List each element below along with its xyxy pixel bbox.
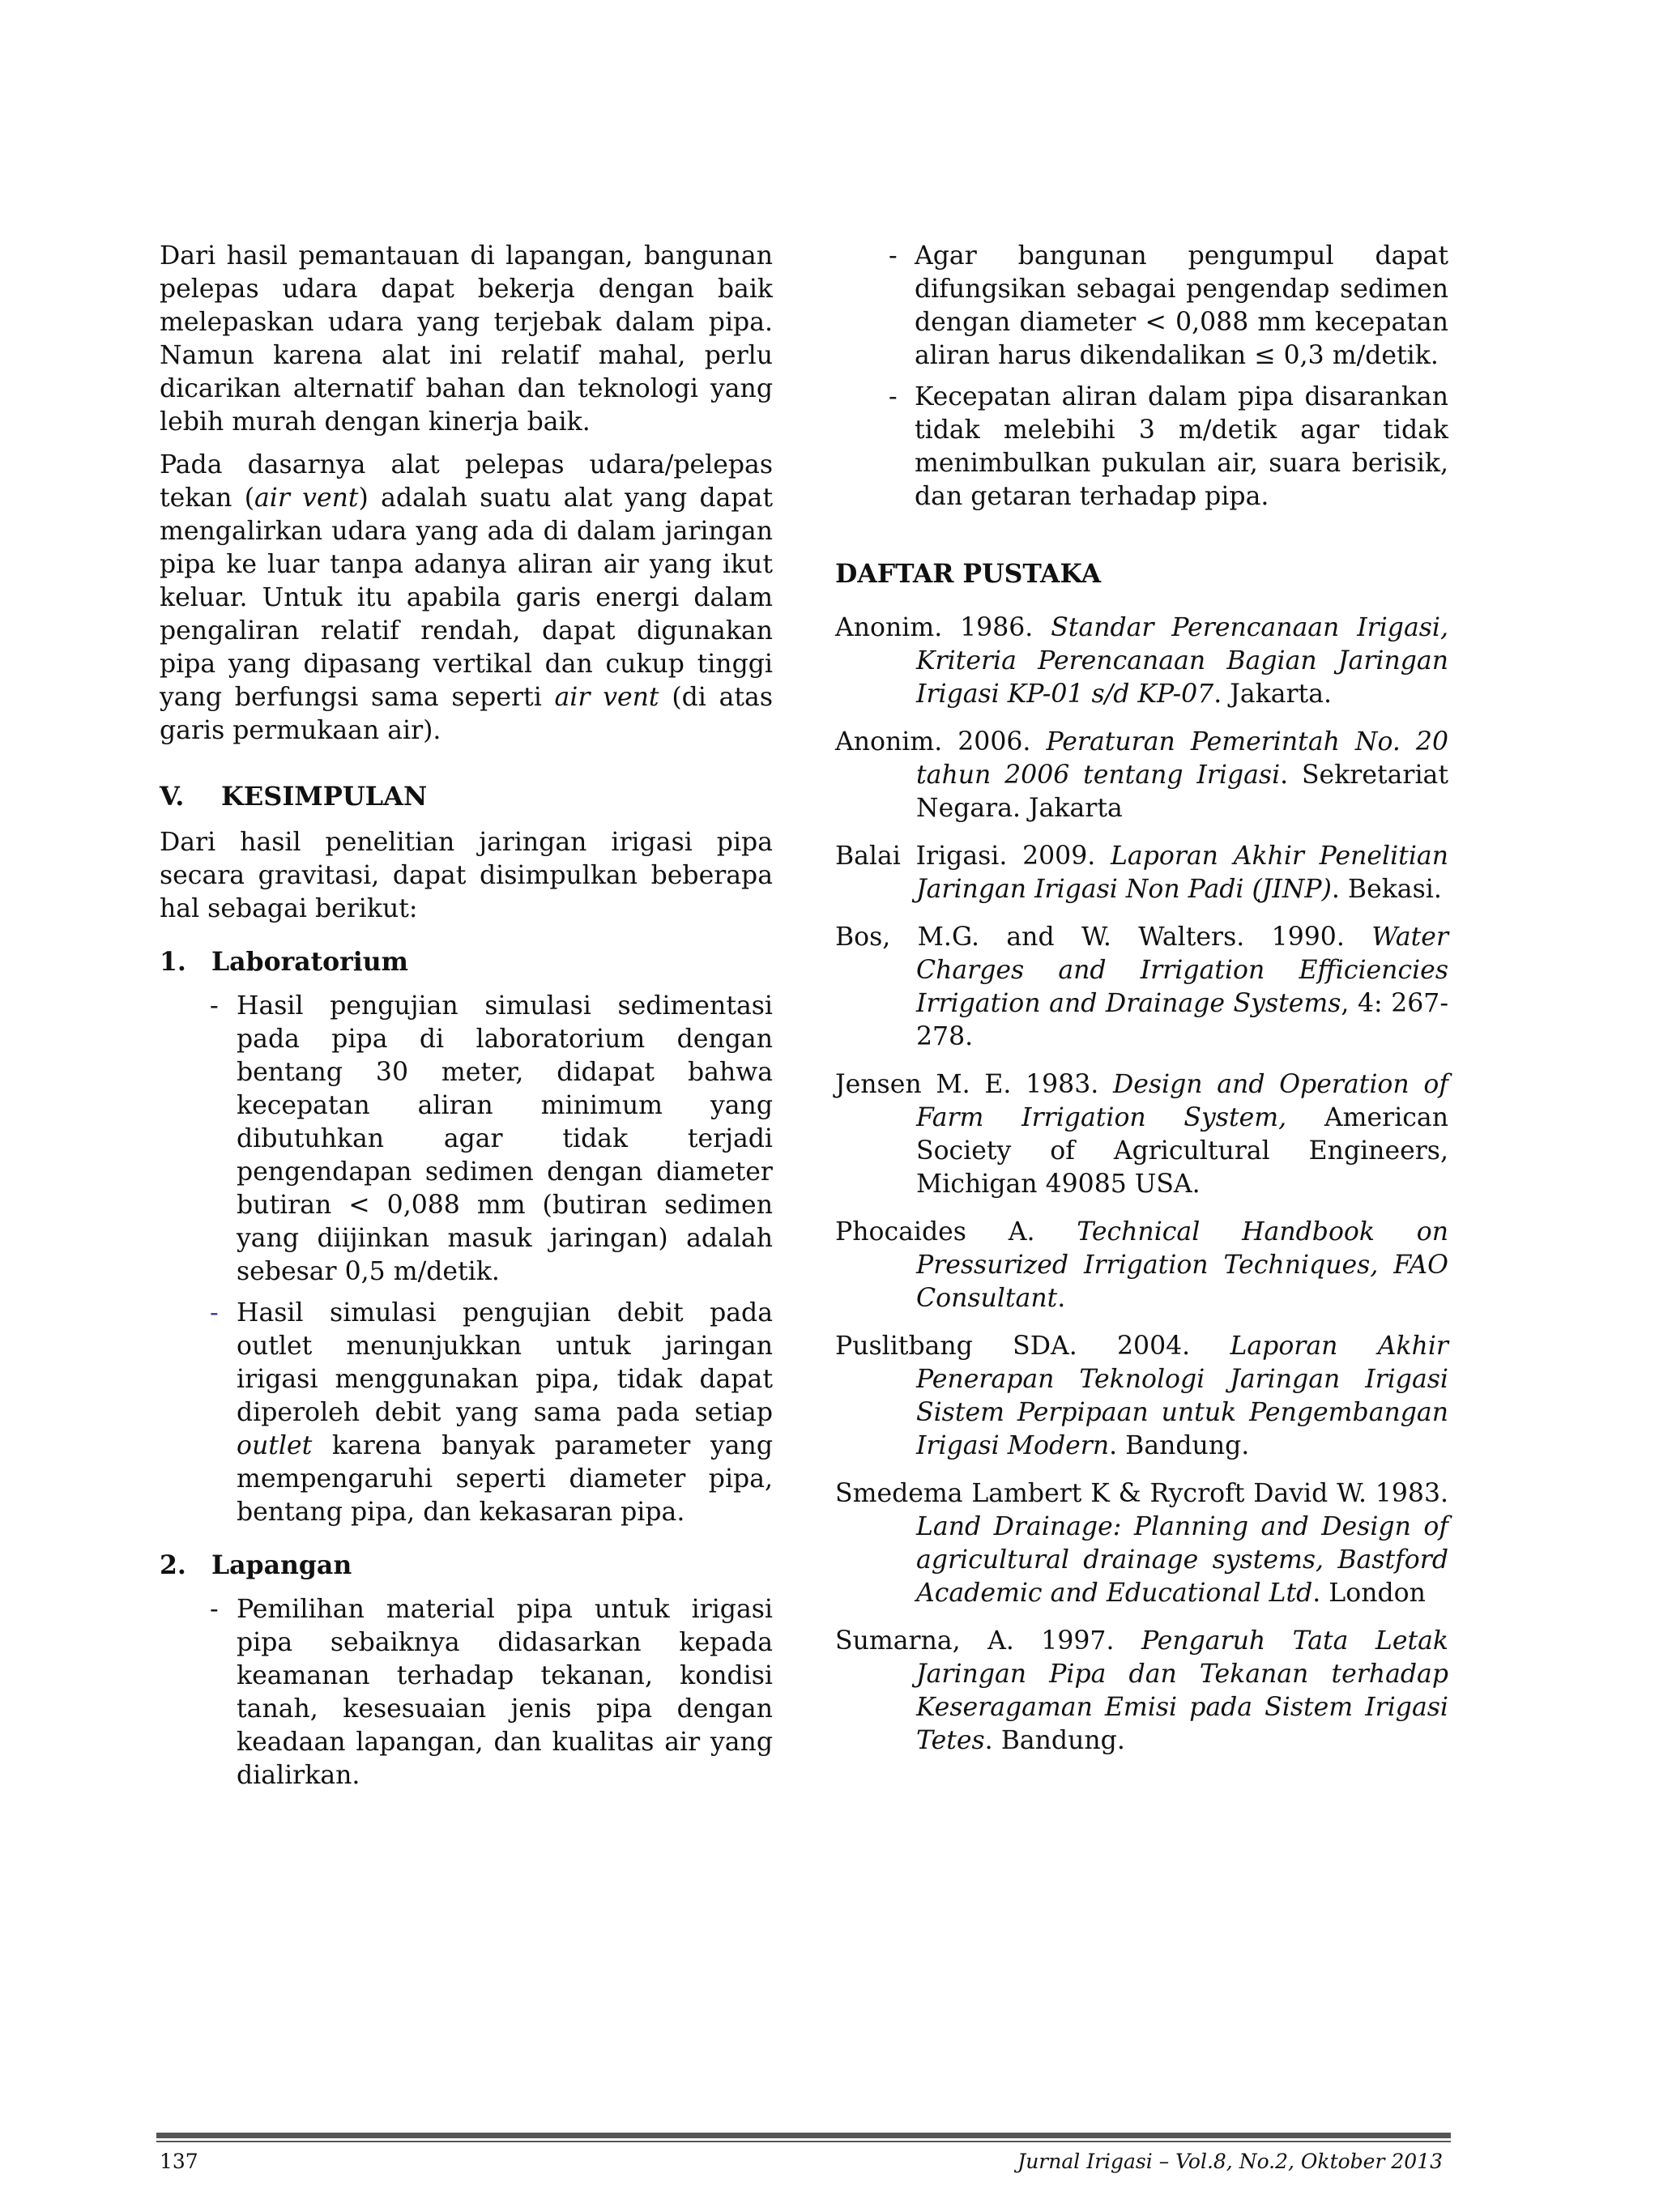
dash-bullet: - <box>210 991 219 1021</box>
footer-rule-thin <box>156 2141 1451 2142</box>
reference-entry <box>835 1625 1448 1758</box>
italic-term: air vent <box>554 683 659 712</box>
references-list <box>835 612 1448 1758</box>
page-number: 137 <box>160 2150 198 2173</box>
reference-title: Standar Perencanaan Irigasi, Kriteria Perencanaan Bagian Jaringan Irigasi KP-01 s/d KP-07 <box>916 613 1448 709</box>
bullet-list <box>160 990 773 1529</box>
reference-publisher: . Bandung. <box>1109 1431 1250 1460</box>
reference-publisher: . Jakarta. <box>1213 680 1333 709</box>
list-text: karena banyak parameter yang mempengaruhi seperti diameter pipa, bentang pipa, dan kekasaran pipa. <box>237 1431 773 1527</box>
text: Pada dasarnya alat pelepas udara/pelepas tekan ( <box>160 450 773 513</box>
section-title: KESIMPULAN <box>221 781 428 812</box>
reference-title: Water Charges and Irrigation Efficiencies Irrigation and Drainage Systems <box>916 923 1448 1018</box>
list-text: Kecepatan aliran dalam pipa disarankan tidak melebihi 3 m/detik agar tidak menimbulkan pukulan air, suara berisik, dan getaran terhadap pipa. <box>915 382 1448 511</box>
section-number: V. <box>160 781 185 812</box>
paragraph <box>160 449 773 748</box>
reference-title: Laporan Akhir Penelitian Jaringan Irigasi Non Padi (JINP) <box>916 842 1448 904</box>
dash-bullet: - <box>210 1298 219 1328</box>
journal-name: Jurnal Irigasi – Vol.8, No.2, Oktober 2013 <box>1017 2150 1443 2173</box>
reference-entry <box>835 1477 1448 1610</box>
italic-term: air vent <box>254 484 359 513</box>
section-heading <box>160 780 773 813</box>
bullet-list <box>835 240 1448 514</box>
subsection-number: 2. <box>160 1550 186 1580</box>
subsection-heading <box>160 945 773 978</box>
dash-bullet: - <box>210 1595 219 1624</box>
reference-title: Laporan Akhir Penerapan Teknologi Jaringan Irigasi Sistem Perpipaan untuk Pengembangan Irigasi Modern <box>916 1332 1448 1460</box>
subsection-heading <box>160 1549 773 1582</box>
reference-publisher: . London <box>1312 1579 1426 1608</box>
reference-entry <box>835 726 1448 825</box>
reference-publisher: . Bekasi. <box>1331 875 1442 904</box>
reference-entry <box>835 921 1448 1054</box>
reference-author: Jensen M. E. 1983. <box>835 1070 1113 1099</box>
subsection-title: Lapangan <box>211 1550 352 1580</box>
reference-author: Anonim. 2006. <box>835 727 1047 757</box>
subsection-title: Laboratorium <box>211 947 408 977</box>
reference-title: Design and Operation of Farm Irrigation System, <box>916 1070 1449 1132</box>
reference-author: Anonim. 1986. <box>835 613 1051 642</box>
text: ) adalah suatu alat yang dapat mengalirkan udara yang ada di dalam jaringan pipa ke luar tanpa adanya aliran air yang ikut keluar. Untuk itu apabila garis energi dalam pengaliran relatif rendah, dapat digunakan pipa yang dipasang vertikal dan cukup tinggi yang berfungsi sama seperti <box>160 484 773 712</box>
references-heading: DAFTAR PUSTAKA <box>835 559 1102 589</box>
less-equal-symbol: ≤ <box>1254 341 1276 370</box>
list-text: Pemilihan material pipa untuk irigasi pipa sebaiknya didasarkan kepada keamanan terhadap tekanan, kondisi tanah, kesesuaian jenis pipa dengan keadaan lapangan, dan kualitas air yang dialirkan. <box>237 1595 773 1790</box>
list-text: 0,3 m/detik. <box>1275 341 1439 370</box>
reference-publisher: , 4: 267-278. <box>916 989 1448 1051</box>
reference-author: Puslitbang SDA. 2004. <box>835 1332 1230 1361</box>
bullet-list <box>160 1593 773 1792</box>
text: (di atas garis permukaan air). <box>160 683 773 745</box>
reference-publisher: . Bandung. <box>984 1726 1125 1755</box>
reference-entry <box>835 1068 1448 1201</box>
list-text: Hasil simulasi pengujian debit pada outlet menunjukkan untuk jaringan irigasi menggunakan pipa, tidak dapat diperoleh debit yang sama pada setiap <box>237 1298 773 1427</box>
reference-publisher: . Sekretariat Negara. Jakarta <box>916 761 1449 823</box>
list-item <box>160 1593 773 1792</box>
reference-publisher: American Society of Agricultural Engineers, Michigan 49085 USA. <box>916 1103 1448 1199</box>
reference-title: Pengaruh Tata Letak Jaringan Pipa dan Tekanan terhadap Keseragaman Emisi pada Sistem Irigasi Tetes <box>916 1626 1448 1755</box>
left-column <box>160 240 773 1801</box>
reference-author: Smedema Lambert K & Rycroft David W. 1983. <box>835 1479 1448 1508</box>
dash-bullet: - <box>889 241 898 271</box>
footer-rule-thick <box>156 2133 1451 2138</box>
reference-title: Technical Handbook on Pressurized Irrigation Techniques, FAO Consultant <box>916 1217 1449 1313</box>
reference-entry <box>835 1216 1448 1315</box>
list-item <box>835 381 1448 514</box>
reference-author: Sumarna, A. 1997. <box>835 1626 1141 1656</box>
list-item <box>160 1297 773 1529</box>
italic-term: outlet <box>237 1431 313 1460</box>
list-text: Hasil pengujian simulasi sedimentasi pada pipa di laboratorium dengan bentang 30 meter, didapat bahwa kecepatan aliran minimum yang dibutuhkan agar tidak terjadi pengendapan sedimen dengan diameter butiran < 0,088 mm (butiran sedimen yang diijinkan masuk jaringan) adalah sebesar 0,5 m/detik. <box>237 991 773 1286</box>
list-text: Agar bangunan pengumpul dapat difungsikan sebagai pengendap sedimen dengan diameter < 0,088 mm kecepatan aliran harus dikendalikan <box>915 241 1448 370</box>
reference-entry <box>835 840 1448 906</box>
reference-title: Peraturan Pemerintah No. 20 tahun 2006 tentang Irigasi <box>916 727 1448 790</box>
paragraph: Dari hasil penelitian jaringan irigasi pipa secara gravitasi, dapat disimpulkan beberapa hal sebagai berikut: <box>160 828 773 923</box>
reference-author: Phocaides A. <box>835 1217 1077 1247</box>
dash-bullet: - <box>889 382 898 411</box>
paragraph: Dari hasil pemantauan di lapangan, bangunan pelepas udara dapat bekerja dengan baik melepaskan udara yang terjebak dalam pipa. Namun karena alat ini relatif mahal, perlu dicarikan alternatif bahan dan teknologi yang lebih murah dengan kinerja baik. <box>160 241 773 437</box>
reference-entry <box>835 1330 1448 1463</box>
list-item <box>835 240 1448 373</box>
reference-title: Land Drainage: Planning and Design of agricultural drainage systems, Bastford Academic and Educational Ltd <box>916 1512 1448 1608</box>
reference-publisher: . <box>1057 1284 1066 1313</box>
list-item <box>160 990 773 1289</box>
right-column <box>835 240 1448 1772</box>
subsection-number: 1. <box>160 947 186 977</box>
reference-entry <box>835 612 1448 711</box>
reference-author: Bos, M.G. and W. Walters. 1990. <box>835 923 1372 952</box>
reference-author: Balai Irigasi. 2009. <box>835 842 1111 871</box>
